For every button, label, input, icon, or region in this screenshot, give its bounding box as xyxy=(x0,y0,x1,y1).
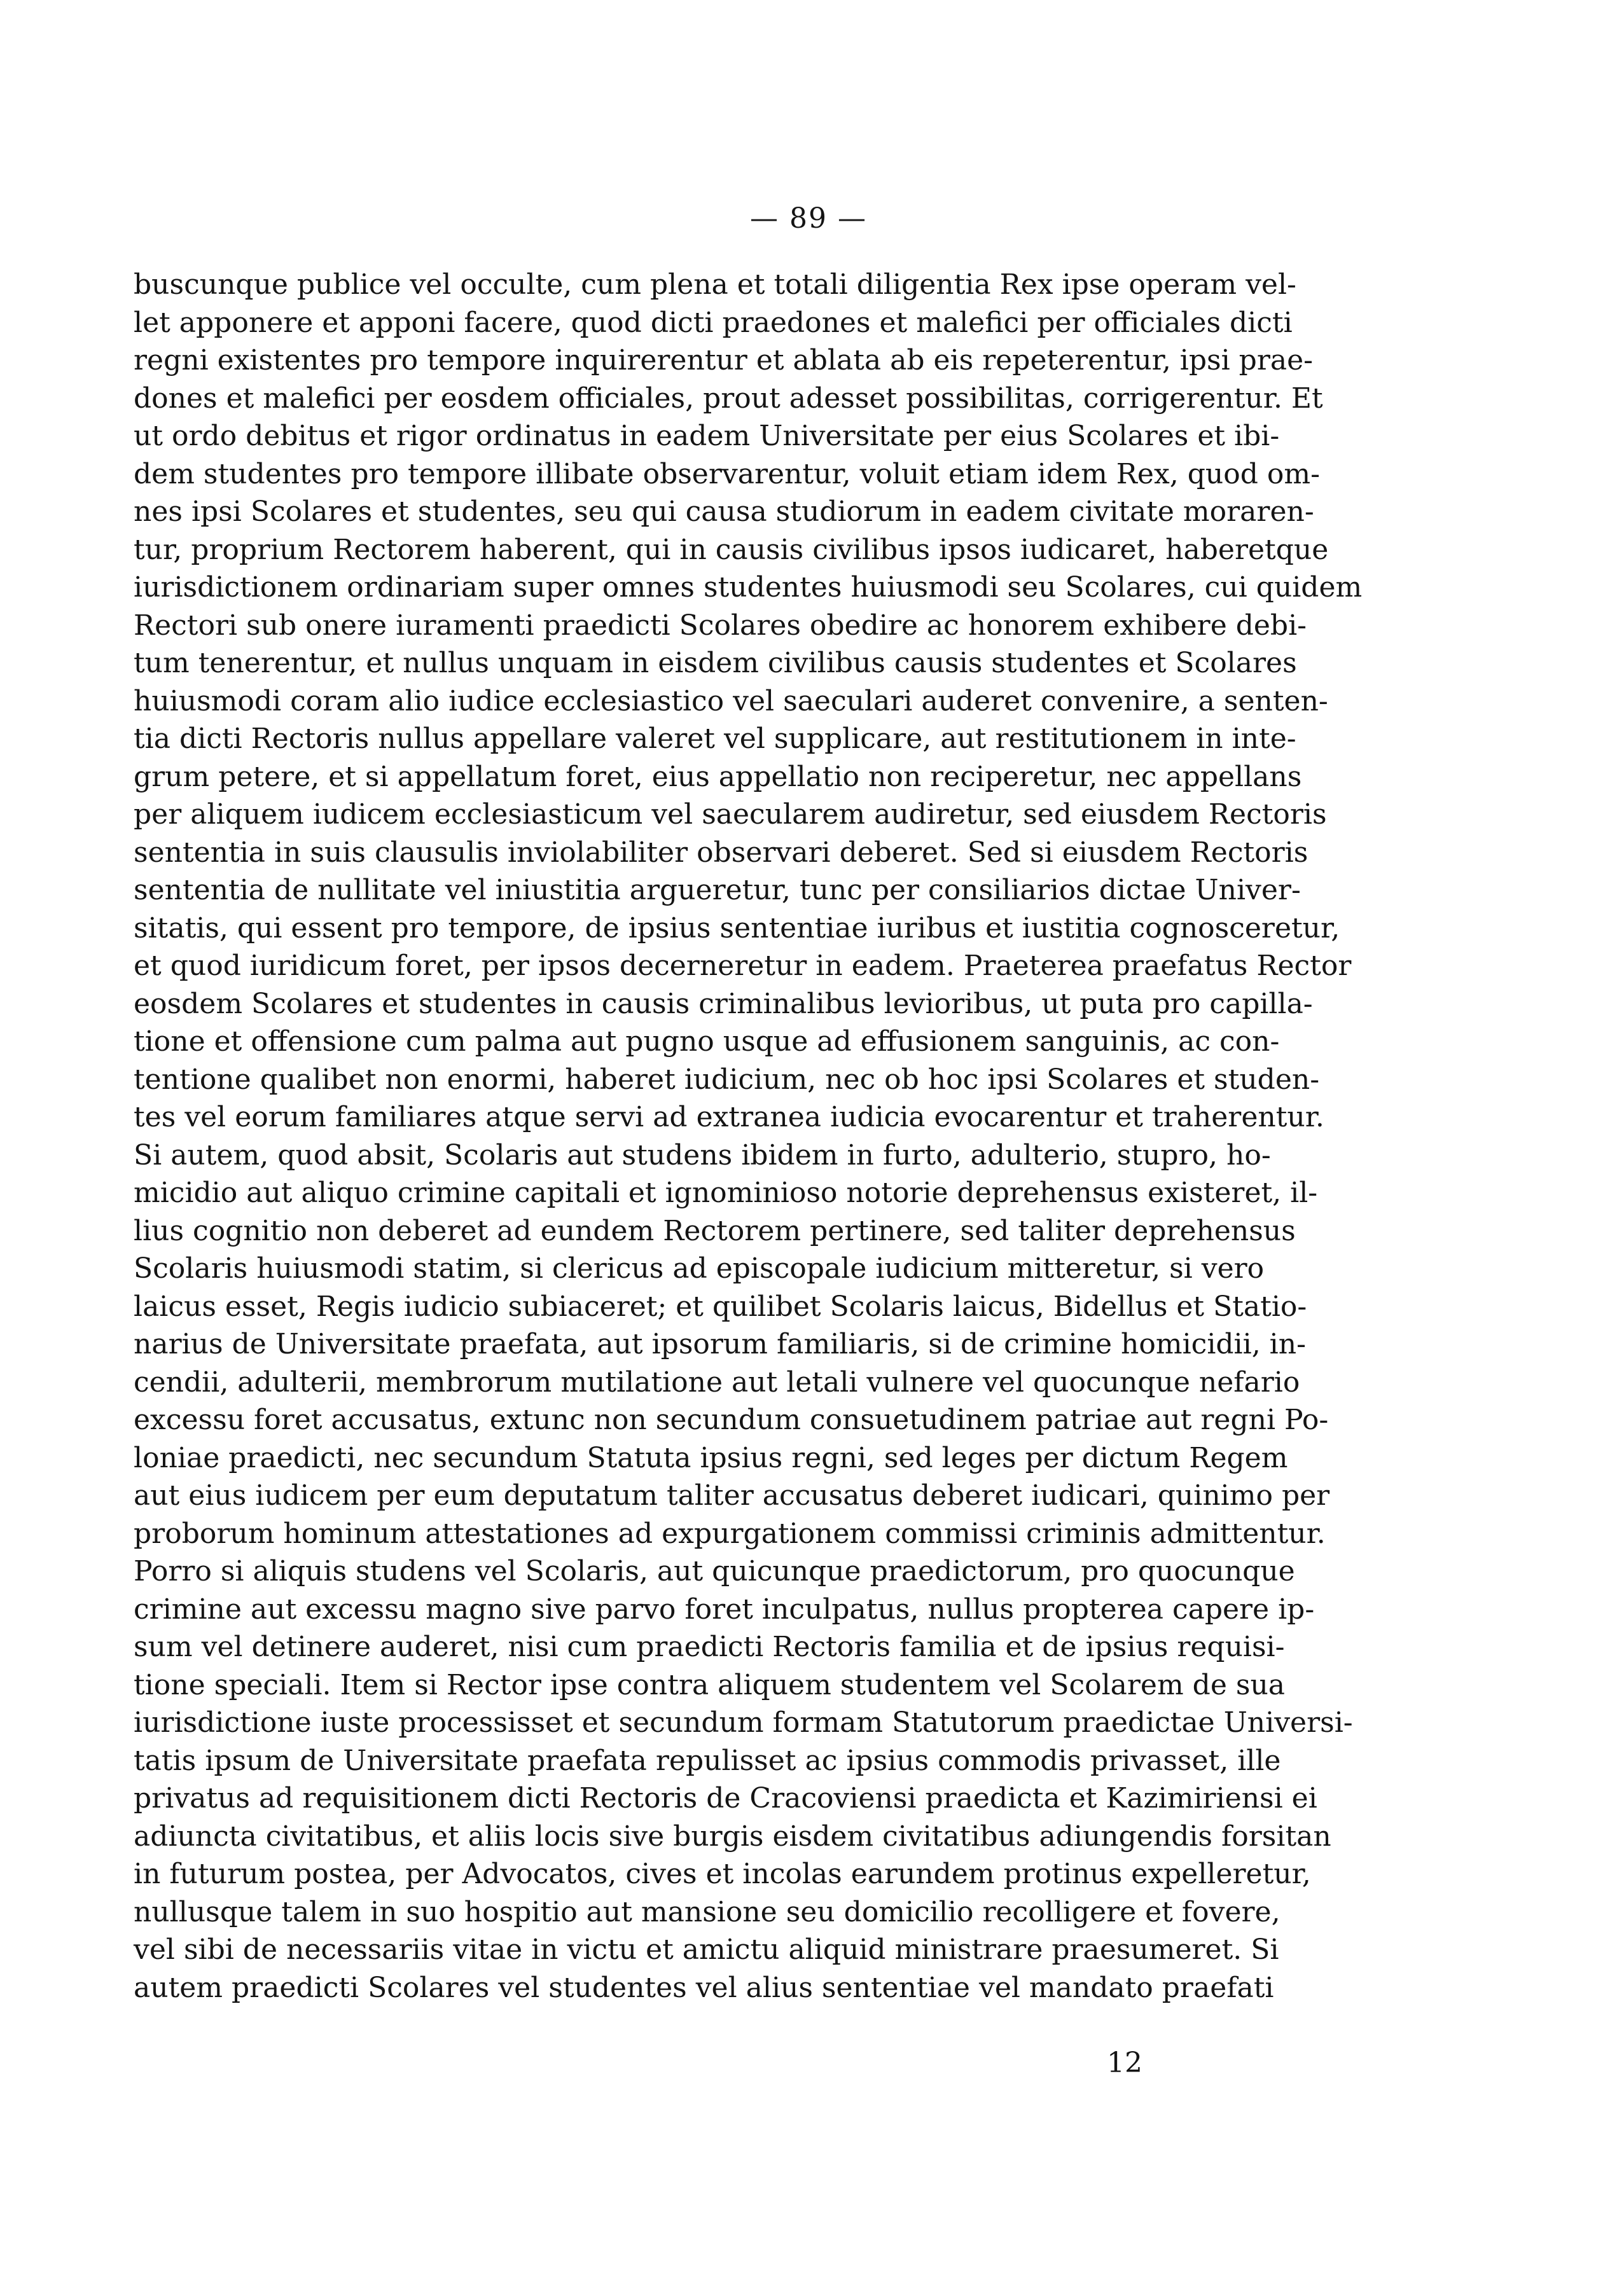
text-line: iurisdictionem ordinariam super omnes studentes huiusmodi seu Scolares, cui quidem xyxy=(134,571,1363,604)
text-line: sententia in suis clausulis inviolabiliter observari deberet. Sed si eiusdem Rectoris xyxy=(134,836,1308,869)
body-text xyxy=(134,266,1363,2007)
text-line: Si autem, quod absit, Scolaris aut studens ibidem in furto, adulterio, stupro, ho- xyxy=(134,1138,1271,1172)
text-line: excessu foret accusatus, extunc non secundum consuetudinem patriae aut regni Po- xyxy=(134,1404,1329,1436)
text-line: nullusque talem in suo hospitio aut mansione seu domicilio recolligere et fovere, xyxy=(134,1895,1280,1928)
text-line: iurisdictione iuste processisset et secundum formam Statutorum praedictae Universi- xyxy=(134,1706,1353,1739)
text-line: Scolaris huiusmodi statim, si clericus ad episcopale iudicium mitteretur, si vero xyxy=(134,1252,1265,1285)
text-line: per aliquem iudicem ecclesiasticum vel saecularem audiretur, sed eiusdem Rectoris xyxy=(134,798,1327,831)
text-line: lius cognitio non deberet ad eundem Rectorem pertinere, sed taliter deprehensus xyxy=(134,1214,1296,1247)
text-line: et quod iuridicum foret, per ipsos decerneretur in eadem. Praeterea praefatus Rector xyxy=(134,950,1352,982)
text-line: huiusmodi coram alio iudice ecclesiastico vel saeculari auderet convenire, a senten- xyxy=(134,684,1328,717)
text-line: eosdem Scolares et studentes in causis criminalibus levioribus, ut puta pro capilla- xyxy=(134,987,1313,1020)
text-line: adiuncta civitatibus, et aliis locis sive burgis eisdem civitatibus adiungendis forsitan xyxy=(134,1820,1331,1853)
text-line: vel sibi de necessariis vitae in victu et amictu aliquid ministrare praesumeret. Si xyxy=(134,1933,1279,1966)
text-line: proborum hominum attestationes ad expurgationem commissi criminis admittentur. xyxy=(134,1517,1326,1550)
text-line: in futurum postea, per Advocatos, cives et incolas earundem protinus expelleretur, xyxy=(134,1858,1311,1890)
text-line: tes vel eorum familiares atque servi ad extranea iudicia evocarentur et traherentur. xyxy=(134,1101,1324,1133)
text-line: grum petere, et si appellatum foret, eius appellatio non reciperetur, nec appellans xyxy=(134,760,1302,793)
text-line: Porro si aliquis studens vel Scolaris, aut quicunque praedictorum, pro quocunque xyxy=(134,1555,1295,1587)
text-line: ut ordo debitus et rigor ordinatus in eadem Universitate per eius Scolares et ibi- xyxy=(134,420,1280,452)
text-line: laicus esset, Regis iudicio subiaceret; et quilibet Scolaris laicus, Bidellus et Statio- xyxy=(134,1290,1307,1323)
text-line: Rectori sub onere iuramenti praedicti Scolares obedire ac honorem exhibere debi- xyxy=(134,609,1307,642)
text-line: narius de Universitate praefata, aut ipsorum familiaris, si de crimine homicidii, in- xyxy=(134,1328,1306,1360)
text-line: dem studentes pro tempore illibate observarentur, voluit etiam idem Rex, quod om- xyxy=(134,457,1320,490)
text-line: tia dicti Rectoris nullus appellare valeret vel supplicare, aut restitutionem in inte- xyxy=(134,723,1296,755)
text-line: tentione qualibet non enormi, haberet iudicium, nec ob hoc ipsi Scolares et studen- xyxy=(134,1063,1320,1096)
text-line: buscunque publice vel occulte, cum plena et totali diligentia Rex ipse operam vel- xyxy=(134,268,1296,301)
text-line: tione et offensione cum palma aut pugno usque ad effusionem sanguinis, ac con- xyxy=(134,1025,1280,1058)
page-number-header: — 89 — xyxy=(750,202,867,235)
text-line: sum vel detinere auderet, nisi cum praedicti Rectoris familia et de ipsius requisi- xyxy=(134,1631,1285,1663)
text-line: cendii, adulterii, membrorum mutilatione aut letali vulnere vel quocunque nefario xyxy=(134,1366,1300,1399)
text-line: crimine aut excessu magno sive parvo foret inculpatus, nullus propterea capere ip- xyxy=(134,1593,1315,1626)
text-line: tione speciali. Item si Rector ipse contra aliquem studentem vel Scolarem de sua xyxy=(134,1668,1286,1701)
text-line: autem praedicti Scolares vel studentes vel alius sententiae vel mandato praefati xyxy=(134,1971,1274,2004)
text-line: nes ipsi Scolares et studentes, seu qui causa studiorum in eadem civitate moraren- xyxy=(134,495,1314,528)
text-line: tur, proprium Rectorem haberent, qui in causis civilibus ipsos iudicaret, haberetque xyxy=(134,533,1329,566)
text-line: let apponere et apponi facere, quod dicti praedones et malefici per officiales dicti xyxy=(134,306,1293,339)
text-line: loniae praedicti, nec secundum Statuta ipsius regni, sed leges per dictum Regem xyxy=(134,1441,1288,1474)
text-line: sitatis, qui essent pro tempore, de ipsius sententiae iuribus et iustitia cognosceretur, xyxy=(134,911,1340,944)
text-line: dones et malefici per eosdem officiales, prout adesset possibilitas, corrigerentur. Et xyxy=(134,382,1323,415)
text-line: micidio aut aliquo crimine capitali et ignominioso notorie deprehensus existeret, il- xyxy=(134,1177,1318,1209)
text-line: tum tenerentur, et nullus unquam in eisdem civilibus causis studentes et Scolares xyxy=(134,647,1297,679)
text-line: regni existentes pro tempore inquirerentur et ablata ab eis repeterentur, ipsi prae- xyxy=(134,344,1314,377)
text-line: aut eius iudicem per eum deputatum taliter accusatus deberet iudicari, quinimo per xyxy=(134,1479,1330,1512)
text-line: privatus ad requisitionem dicti Rectoris de Cracoviensi praedicta et Kazimiriensi ei xyxy=(134,1782,1317,1815)
text-line: sententia de nullitate vel iniustitia argueretur, tunc per consiliarios dictae Univer- xyxy=(134,874,1301,906)
text-line: tatis ipsum de Universitate praefata repulisset ac ipsius commodis privasset, ille xyxy=(134,1744,1281,1777)
signature-mark: 12 xyxy=(1107,2047,1142,2079)
